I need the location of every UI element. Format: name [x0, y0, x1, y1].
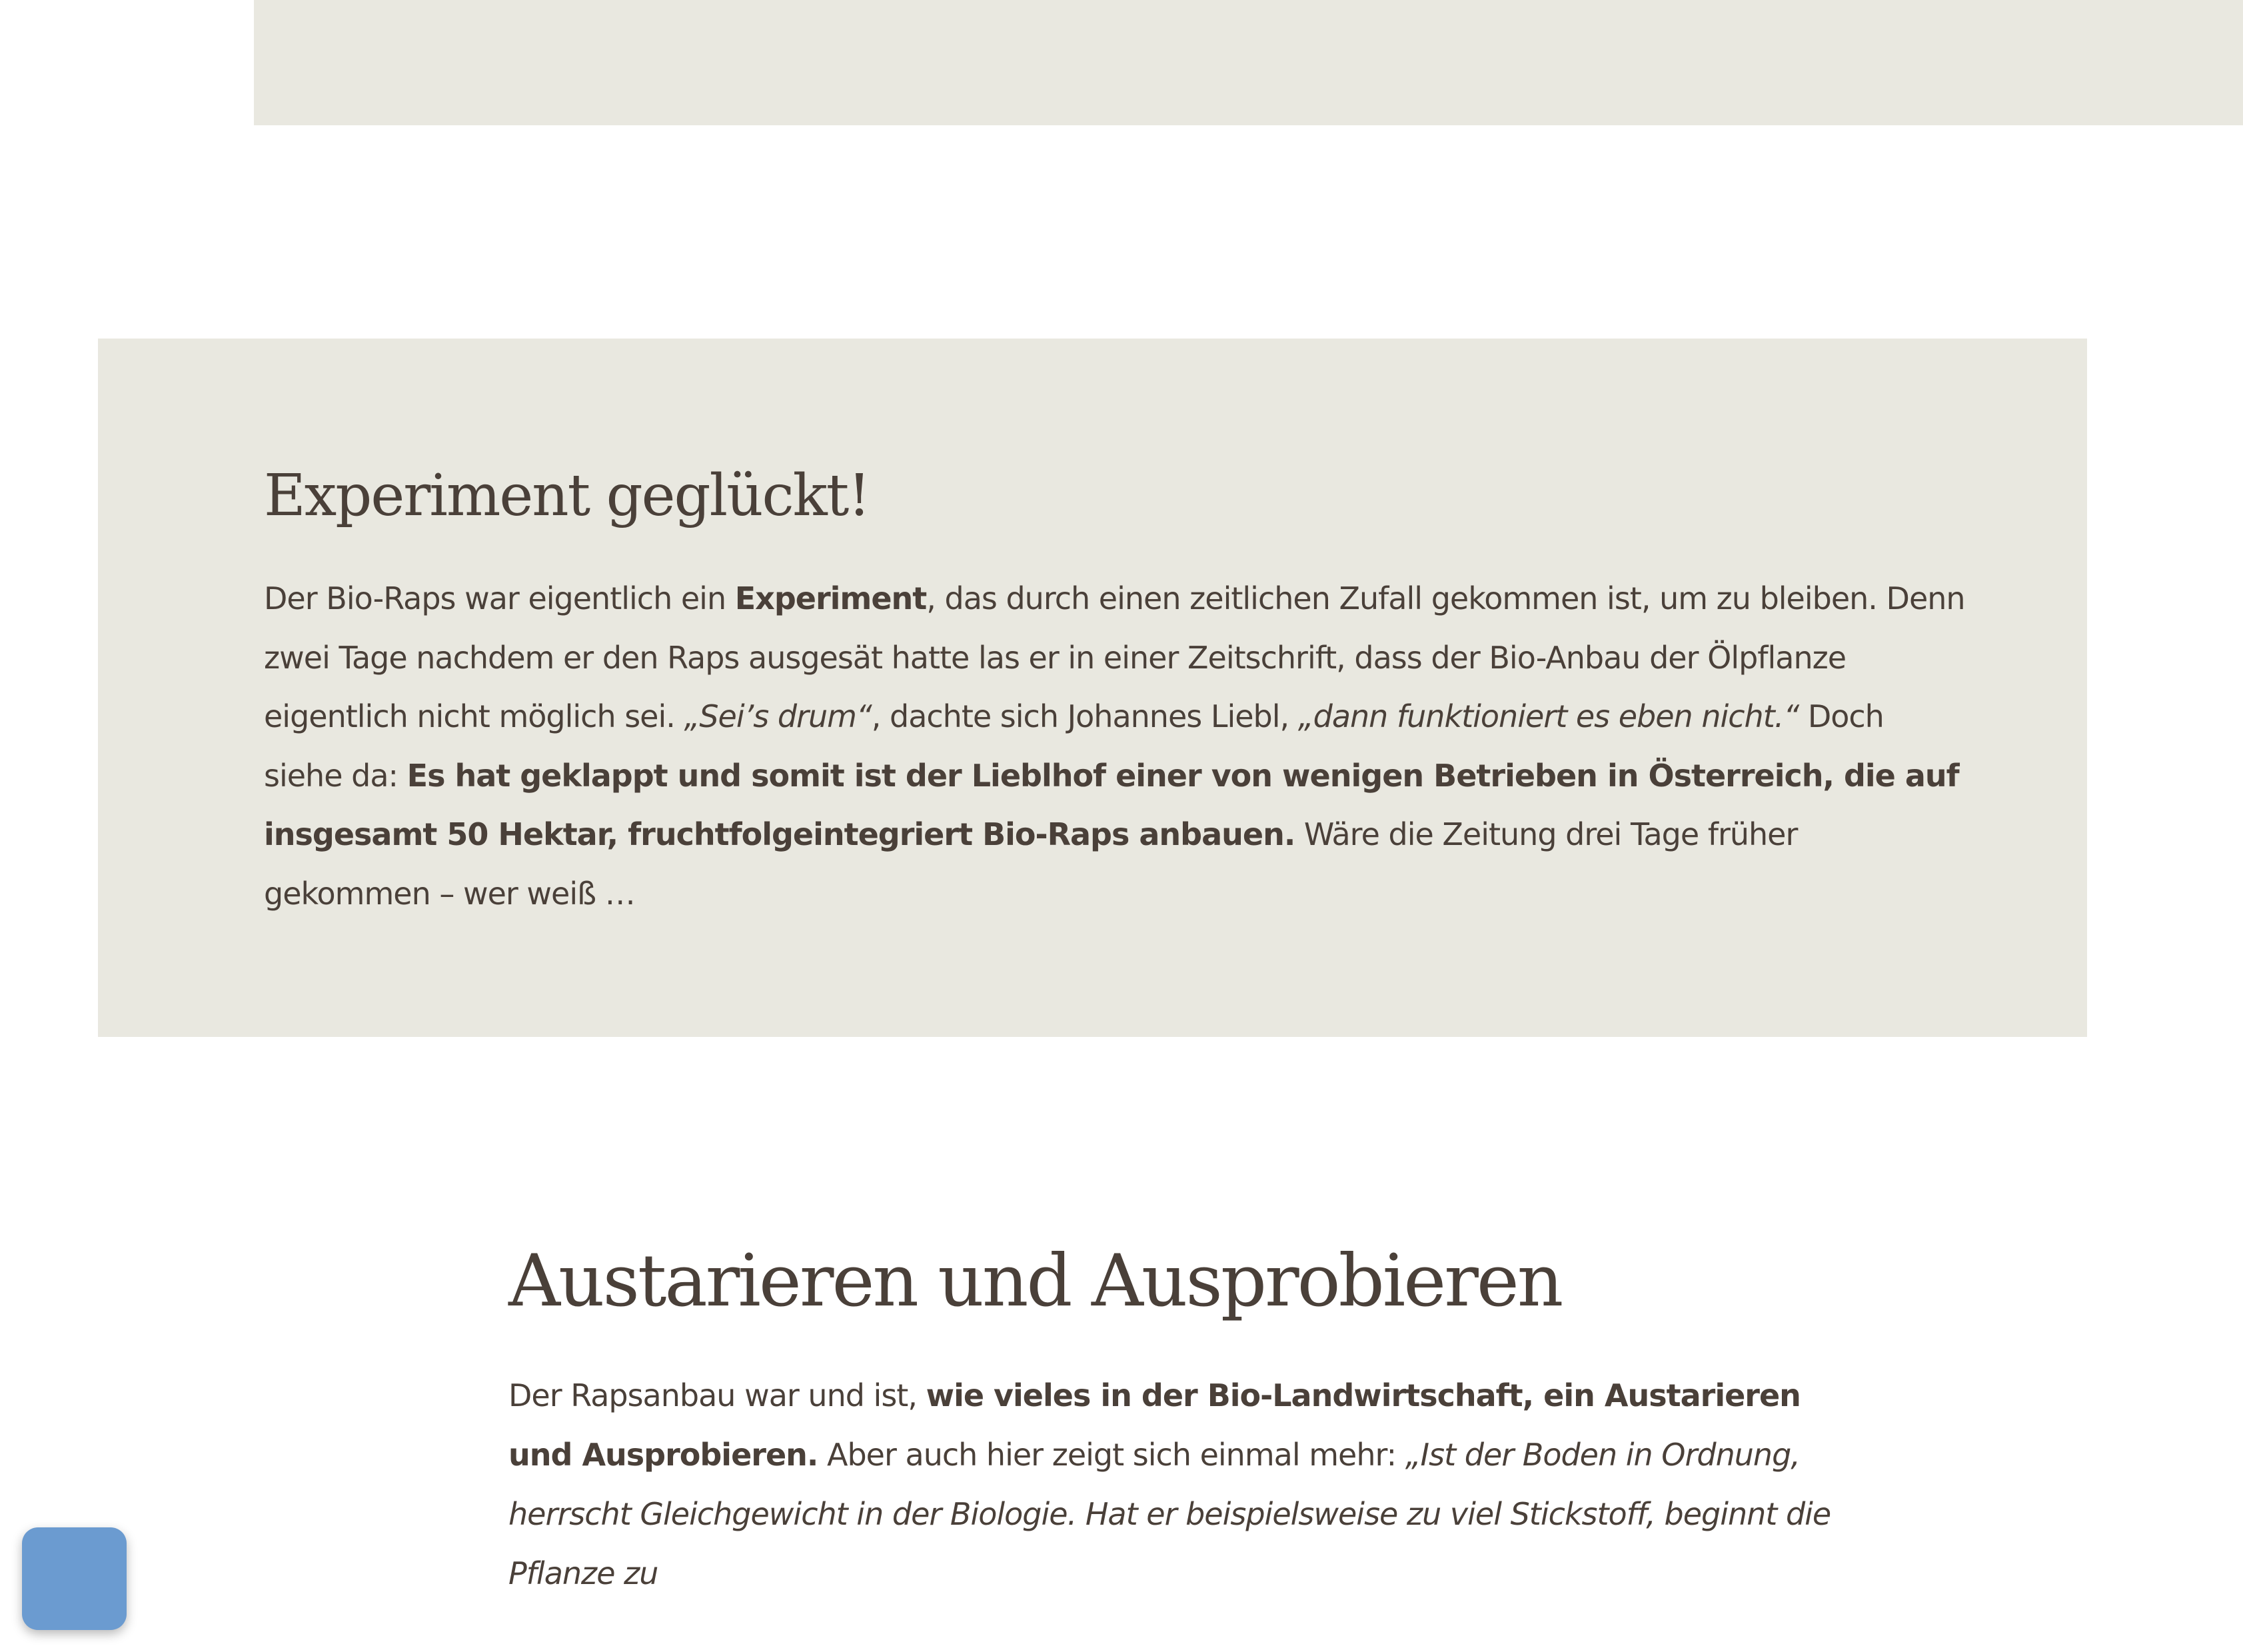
experiment-section — [98, 339, 2087, 1037]
text-run: Aber auch hier zeigt sich einmal mehr: — [818, 1437, 1405, 1473]
bold-run: Experiment — [734, 580, 927, 616]
quote-run: „dann funktioniert es eben nicht.“ — [1297, 698, 1799, 734]
quote-run: „Sei’s drum“ — [684, 698, 872, 734]
text-run: Doch siehe da: — [264, 698, 1884, 794]
text-run: Wäre die Zeitung drei Tage früher gekommen – wer weiß … — [264, 816, 1798, 912]
floating-action-button[interactable] — [22, 1527, 127, 1630]
text-run: , dachte sich Johannes Liebl, — [871, 698, 1298, 734]
text-run: , das durch einen zeitlichen Zufall gekommen ist, um zu bleiben. Denn zwei Tage nachdem er den Raps ausgesät hatte las er in einer Zeitschrift, dass der Bio-Anbau der Ölpflanze eigentlich nicht möglich sei. — [264, 580, 1965, 734]
austarieren-paragraph — [508, 1366, 1841, 1603]
experiment-paragraph — [264, 569, 1970, 923]
bold-run: wie vieles in der Bio-Landwirtschaft, ein Austarieren und Ausprobieren. — [508, 1377, 1801, 1473]
header-band — [254, 0, 2243, 125]
section-title-austarieren: Austarieren und Ausprobieren — [508, 1239, 1562, 1323]
bold-run: Es hat geklappt und somit ist der Lieblhof einer von wenigen Betrieben in Österreich, die auf insgesamt 50 Hektar, fruchtfolgeintegriert Bio-Raps anbauen. — [264, 757, 1959, 852]
text-run: Der Bio-Raps war eigentlich ein — [264, 580, 735, 616]
section-title-experiment: Experiment geglückt! — [264, 462, 870, 529]
quote-run: „Ist der Boden in Ordnung, herrscht Gleichgewicht in der Biologie. Hat er beispielsweise zu viel Stickstoff, beginnt die Pflanze zu — [508, 1437, 1831, 1591]
text-run: Der Rapsanbau war und ist, — [508, 1377, 926, 1413]
